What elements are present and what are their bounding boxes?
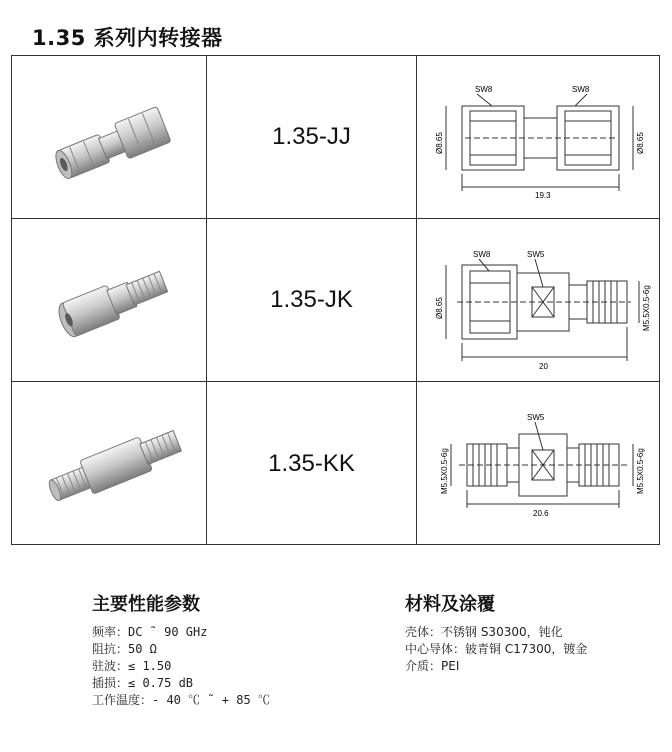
product-name-cell-jk [207, 219, 417, 381]
spec-frequency: 频率：DC ˜ 90 GHz [92, 625, 208, 639]
spec-impedance: 阻抗：50 Ω [92, 642, 157, 656]
product-table [11, 55, 660, 545]
table-row-jk [12, 219, 659, 382]
diameter-dimension: Ø8.65 [435, 297, 444, 319]
material-housing: 壳体：不锈钢 S30300，钝化 [405, 625, 563, 639]
product-name-cell-jj [207, 56, 417, 218]
thread-dimension: M5.5X0.5-6g [440, 448, 449, 494]
material-center-conductor: 中心导体：铍青铜 C17300，镀金 [405, 642, 588, 656]
product-name-cell-kk [207, 382, 417, 545]
drawing-kk [417, 382, 659, 545]
length-dimension: 20.6 [533, 509, 549, 518]
product-name: 1.35-JJ [272, 123, 351, 150]
wrench-size-label: SW5 [527, 250, 545, 259]
length-dimension: 20 [539, 362, 548, 371]
thread-dimension: M5.5X0.5-6g [636, 448, 645, 494]
adapter-kk-icon [12, 382, 207, 545]
product-name: 1.35-KK [268, 449, 355, 477]
page-title: 1.35 系列内转接器 [32, 26, 223, 50]
adapter-jk-icon [12, 219, 207, 382]
materials-heading: 材料及涂覆 [405, 594, 495, 615]
drawing-jj [417, 56, 659, 218]
performance-heading: 主要性能参数 [92, 594, 200, 615]
product-name: 1.35-JK [270, 286, 353, 313]
spec-temperature: 工作温度：- 40 ℃ ˜ + 85 ℃ [92, 693, 270, 707]
materials-section [405, 590, 587, 675]
spec-vswr: 驻波：≤ 1.50 [92, 659, 172, 673]
diameter-dimension: Ø8.65 [435, 132, 444, 154]
wrench-size-label: SW8 [473, 250, 491, 259]
spec-insertion-loss: 插损：≤ 0.75 dB [92, 676, 194, 690]
product-photo-kk [12, 382, 207, 545]
length-dimension: 19.3 [535, 191, 551, 200]
material-dielectric: 介质：PEI [405, 659, 460, 673]
drawing-jk [417, 219, 659, 381]
product-photo-jk [12, 219, 207, 381]
table-row-kk [12, 382, 659, 545]
adapter-jj-icon [12, 56, 207, 219]
wrench-size-label: SW8 [572, 85, 590, 94]
diameter-dimension: Ø8.65 [636, 132, 645, 154]
product-photo-jj [12, 56, 207, 218]
wrench-size-label: SW5 [527, 413, 545, 422]
wrench-size-label: SW8 [475, 85, 493, 94]
table-row-jj [12, 56, 659, 219]
thread-dimension: M5.5X0.5-6g [642, 285, 651, 331]
performance-section [92, 590, 270, 709]
